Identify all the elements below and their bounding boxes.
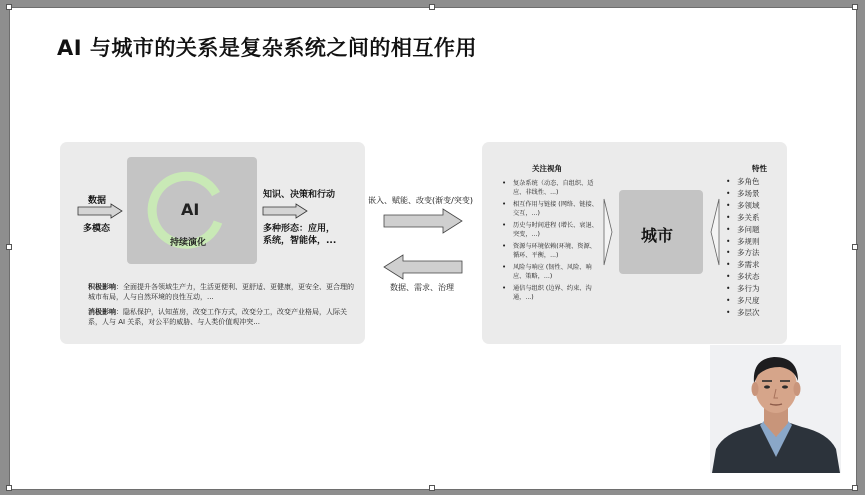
right-arrow-icon [383,208,463,234]
attribute-item: • 多场景 [726,188,760,200]
output-label: 知识、决策和行动 [263,190,336,200]
presenter-webcam [710,345,841,473]
attributes-list [726,176,760,319]
attribute-item: • 多需求 [726,259,760,271]
effects-text [88,282,358,332]
attribute-item: • 多行为 [726,283,760,295]
perspective-item: • 风险与响应 (韧性、风险、响应、策略，...) [502,263,598,281]
perspective-item: • 相互作用与链接 (网络、链接、交互，...) [502,200,598,218]
perspective-item: • 历史与时间进程 (增长、衰退、突变，...) [502,221,598,239]
positive-label: 积极影响 [88,283,116,291]
perspectives-chevron-icon [603,198,613,266]
attributes-chevron-icon [710,198,720,266]
attribute-item: • 多问题 [726,224,760,236]
resize-handle-middle-right[interactable] [852,244,858,250]
perspective-item: • 通信与组织 (边界、约束、沟通，...) [502,284,598,302]
attribute-item: • 多状态 [726,271,760,283]
forms-line-1: 多种形态：应用， [263,224,336,234]
resize-handle-bottom-center[interactable] [429,485,435,491]
attribute-item: • 多层次 [726,307,760,319]
negative-text: ：隐私保护，认知茧房，改变工作方式，改变分工，改变产业格局，人际关系，人与 AI 关系，对公平的威胁、与人类价值观冲突... [88,308,347,326]
attribute-item: • 多领域 [726,200,760,212]
attributes-title: 特性 [752,164,767,173]
positive-text: ：全面提升各领域生产力，生活更便利、更舒适、更健康，更安全、更合理的城市布局，人与自然环境的良性互动，... [88,283,354,301]
negative-effects [88,307,358,327]
ai-sub-label: 持续演化 [170,238,207,248]
resize-handle-top-center[interactable] [429,4,435,10]
input-data-label: 数据 [88,196,107,206]
perspectives-title: 关注视角 [532,164,562,173]
presenter-avatar [710,345,841,473]
input-arrow-icon [77,203,123,219]
resize-handle-middle-left[interactable] [6,244,12,250]
perspective-item: • 复杂系统（动态、自组织、适应、非线性、...) [502,179,598,197]
attribute-item: • 多规则 [726,236,760,248]
resize-handle-top-right[interactable] [852,4,858,10]
output-arrow-icon [262,203,308,219]
negative-label: 消极影响 [88,308,116,316]
forms-line-2: 系统，智能体，... [263,236,337,246]
slide-title: AI 与城市的关系是复杂系统之间的相互作用 [57,36,477,60]
left-arrow-icon [383,254,463,280]
attribute-item: • 多方法 [726,247,760,259]
embed-label: 嵌入、赋能、改变(渐变/突变) [368,196,473,205]
resize-handle-bottom-right[interactable] [852,485,858,491]
attribute-item: • 多尺度 [726,295,760,307]
attribute-item: • 多角色 [726,176,760,188]
resize-handle-bottom-left[interactable] [6,485,12,491]
city-label: 城市 [641,226,674,245]
positive-effects [88,282,358,302]
perspectives-list [502,179,598,305]
perspective-item: • 资源与环境依赖(环境、资源、循环、平衡，...) [502,242,598,260]
ai-label: AI [181,200,200,219]
feedback-label: 数据、需求、治理 [390,283,454,292]
attribute-item: • 多关系 [726,212,760,224]
resize-handle-top-left[interactable] [6,4,12,10]
input-multimodal-label: 多模态 [83,224,111,234]
